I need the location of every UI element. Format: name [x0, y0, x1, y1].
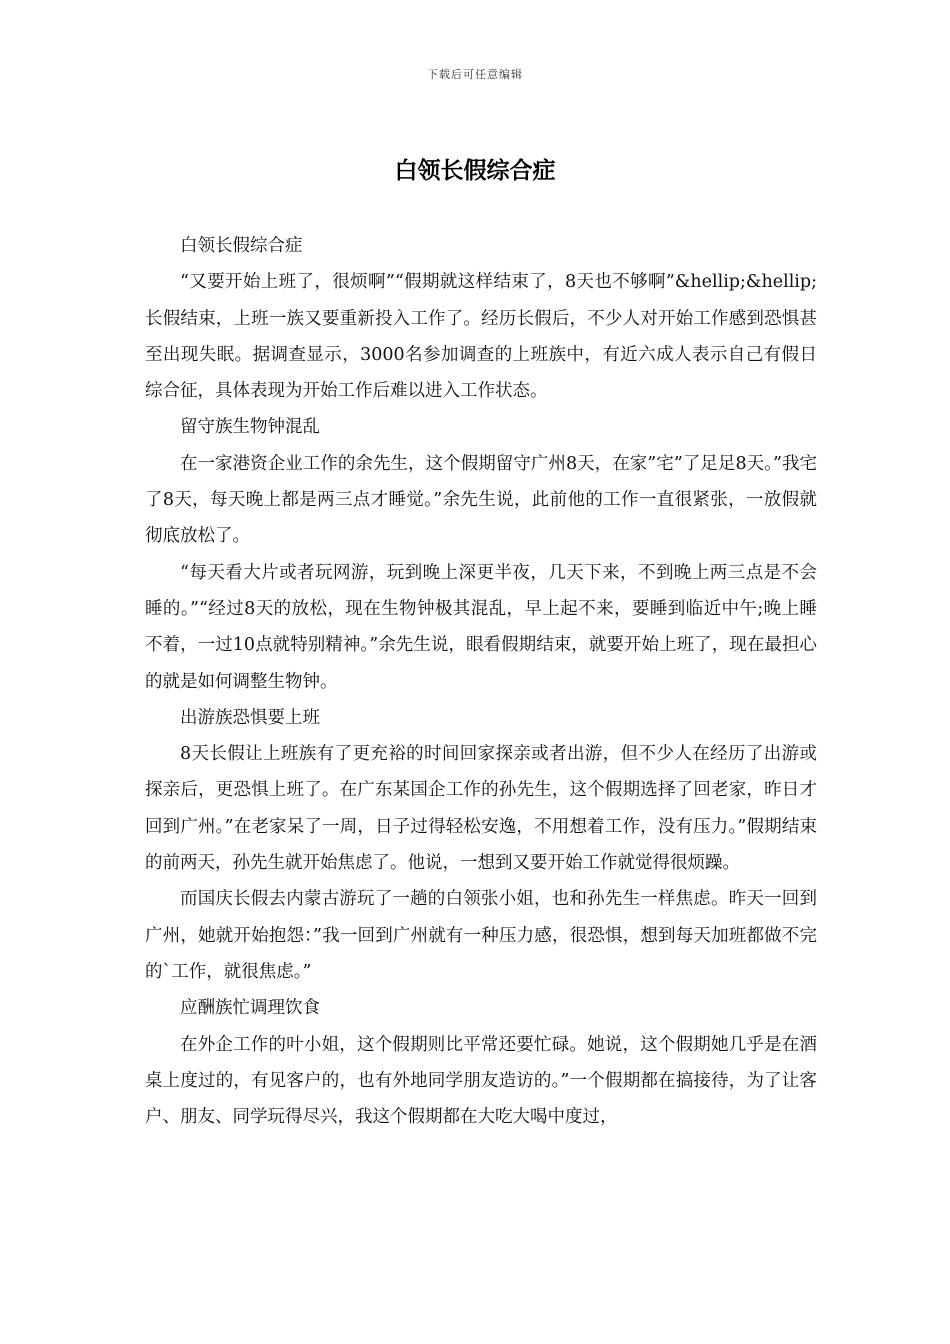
document-title: 白领长假综合症	[394, 157, 556, 184]
paragraph: 而国庆长假去内蒙古游玩了一趟的白领张小姐，也和孙先生一样焦虑。昨天一回到广州，她就开始抱怨：”我一回到广州就有一种压力感，很恐惧，想到每天加班都做不完的`工作，就很焦虑。”	[145, 889, 817, 982]
document-body	[145, 228, 817, 1135]
paragraph: “又要开始上班了，很烦啊”“假期就这样结束了，8天也不够啊”&hellip;&hellip;长假结束，上班一族又要重新投入工作了。经历长假后，不少人对开始工作感到恐惧甚至出现失眠。据调查显示，3000名参加调查的上班族中，有近六成人表示自己有假日综合征，具体表现为开始工作后难以进入工作状态。	[145, 272, 817, 402]
paragraph: 8天长假让上班族有了更充裕的时间回家探亲或者出游，但不少人在经历了出游或探亲后，更恐惧上班了。在广东某国企工作的孙先生，这个假期选择了回老家，昨日才回到广州。”在老家呆了一周，日子过得轻松安逸，不用想着工作，没有压力。”假期结束的前两天，孙先生就开始焦虑了。他说，一想到又要开始工作就觉得很烦躁。	[145, 744, 817, 874]
header-note: 下载后可任意编辑	[427, 68, 523, 81]
paragraph: 在一家港资企业工作的余先生，这个假期留守广州8天，在家”宅”了足足8天。”我宅了8天，每天晚上都是两三点才睡觉。”余先生说，此前他的工作一直很紧张，一放假就彻底放松了。	[145, 453, 817, 547]
subheading-stay-home: 留守族生物钟混乱	[180, 417, 320, 438]
subheading-intro: 白领长假综合症	[180, 236, 303, 256]
subheading-socializers: 应酬族忙调理饮食	[180, 998, 320, 1019]
paragraph: “每天看大片或者玩网游，玩到晚上深更半夜，几天下来，不到晚上两三点是不会睡的。”“经过8天的放松，现在生物钟极其混乱，早上起不来，要睡到临近中午;晚上睡不着，一过10点就特别精神。”余先生说，眼看假期结束，就要开始上班了，现在最担心的就是如何调整生物钟。	[145, 562, 817, 692]
paragraph: 在外企工作的叶小姐，这个假期则比平常还要忙碌。她说，这个假期她几乎是在酒桌上度过的，有见客户的，也有外地同学朋友造访的。”一个假期都在搞接待，为了让客户、朋友、同学玩得尽兴，我这个假期都在大吃大喝中度过，	[145, 1034, 817, 1128]
subheading-travelers: 出游族恐惧要上班	[180, 707, 320, 728]
